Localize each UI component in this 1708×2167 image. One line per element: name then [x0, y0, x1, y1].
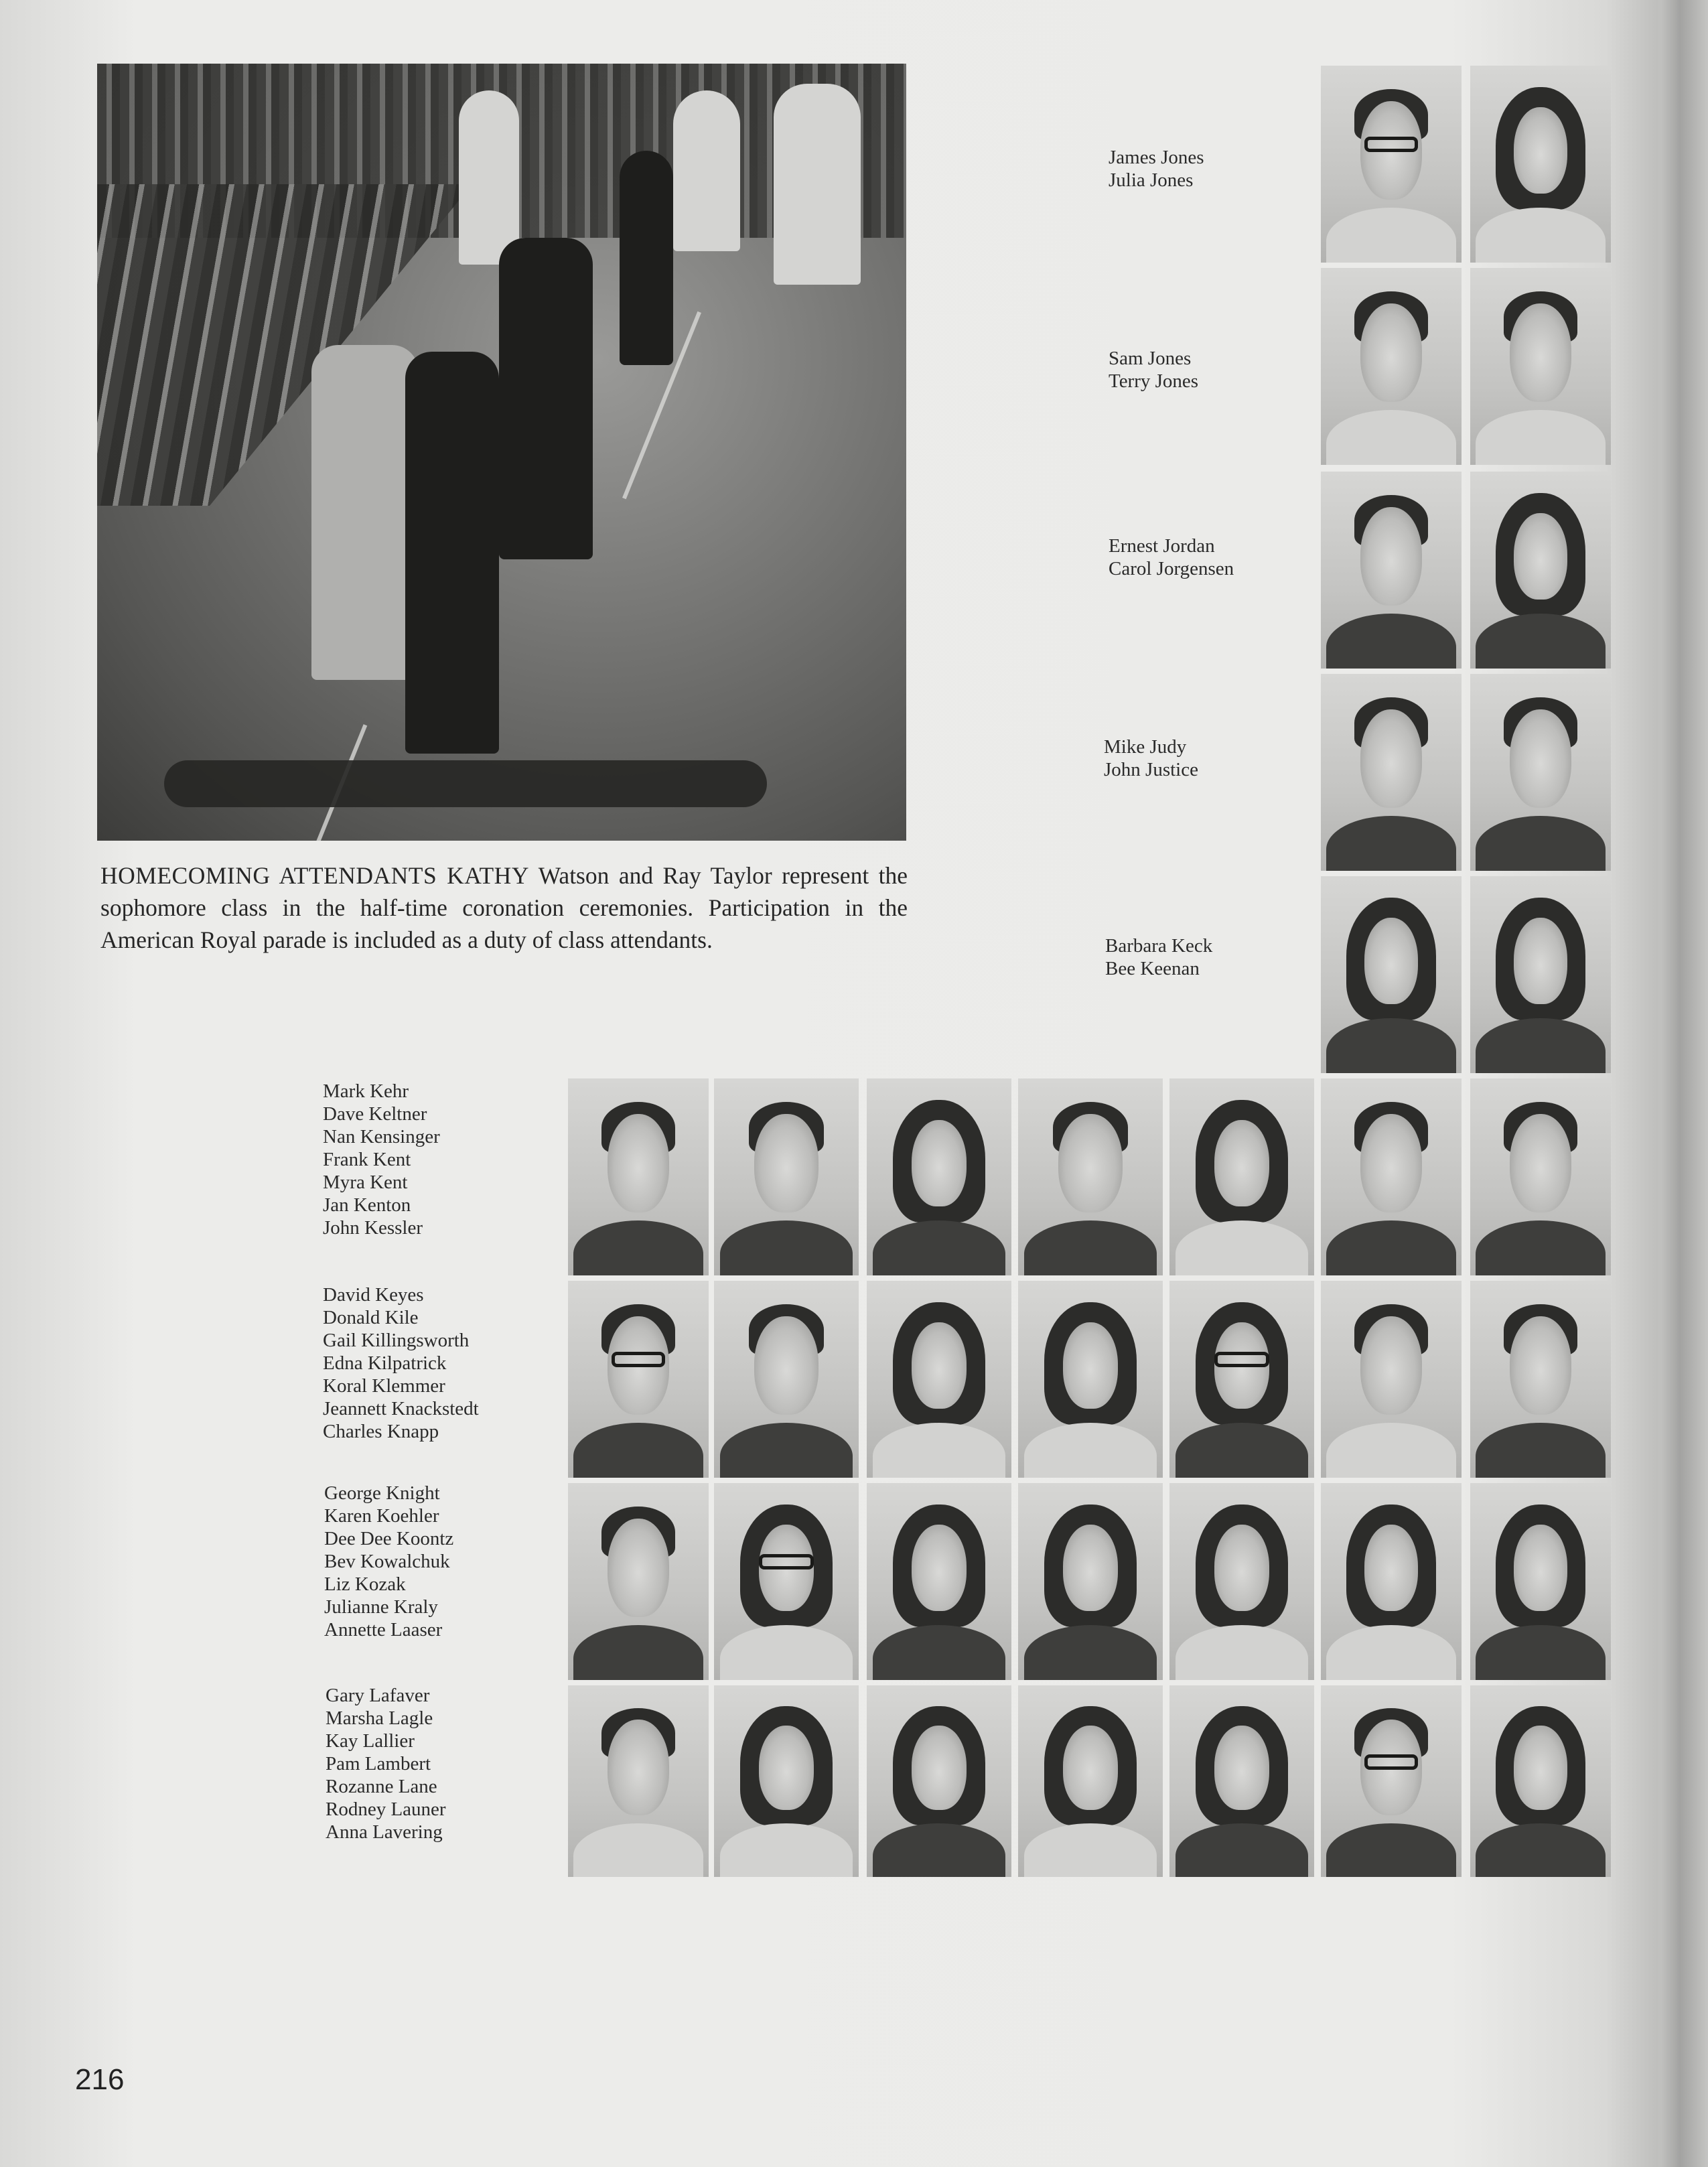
name-block — [1109, 146, 1204, 192]
portrait — [1321, 1281, 1462, 1478]
name-block — [1109, 347, 1198, 393]
portrait — [1470, 674, 1611, 871]
photo-figure — [774, 84, 861, 285]
portrait — [1321, 1685, 1462, 1877]
student-name: Bev Kowalchuk — [324, 1551, 450, 1572]
portrait — [714, 1685, 859, 1877]
student-name: Gary Lafaver — [326, 1685, 430, 1706]
name-block — [324, 1482, 453, 1641]
student-name: Nan Kensinger — [323, 1126, 440, 1147]
portrait — [1321, 876, 1462, 1073]
student-name: Barbara Keck — [1105, 935, 1213, 957]
photo-figure — [405, 352, 499, 754]
portrait — [714, 1483, 859, 1680]
portrait — [867, 1483, 1011, 1680]
student-name: Kay Lallier — [326, 1730, 415, 1752]
portrait — [1169, 1281, 1314, 1478]
photo-figure — [620, 151, 673, 365]
student-name: Anna Lavering — [326, 1821, 443, 1843]
student-name: Sam Jones — [1109, 348, 1192, 369]
portrait — [1018, 1685, 1163, 1877]
student-name: Gail Killingsworth — [323, 1330, 470, 1351]
portrait — [867, 1078, 1011, 1275]
portrait — [568, 1483, 709, 1680]
portrait — [1169, 1685, 1314, 1877]
name-block — [1105, 934, 1212, 980]
name-block — [1109, 535, 1234, 580]
student-name: Annette Laaser — [324, 1619, 443, 1640]
name-block — [326, 1684, 446, 1843]
portrait — [1470, 876, 1611, 1073]
student-name: Marsha Lagle — [326, 1707, 433, 1729]
student-name: Rozanne Lane — [326, 1776, 437, 1797]
student-name: Julianne Kraly — [324, 1596, 438, 1618]
student-name: David Keyes — [323, 1284, 424, 1306]
portrait — [714, 1078, 859, 1275]
student-name: James Jones — [1109, 147, 1204, 168]
portrait — [1321, 472, 1462, 669]
portrait — [1169, 1483, 1314, 1680]
photo-figure — [311, 345, 419, 680]
name-block — [323, 1080, 440, 1239]
student-name: Dave Keltner — [323, 1103, 427, 1125]
portrait — [1321, 268, 1462, 465]
photo-figure — [459, 90, 519, 265]
portrait — [1018, 1078, 1163, 1275]
student-name: Karen Koehler — [324, 1505, 439, 1527]
portrait — [867, 1281, 1011, 1478]
portrait — [1470, 1078, 1611, 1275]
student-name: Charles Knapp — [323, 1421, 439, 1442]
student-name: Mark Kehr — [323, 1080, 409, 1102]
student-name: Terry Jones — [1109, 370, 1199, 392]
student-name: Julia Jones — [1109, 169, 1194, 191]
student-name: Edna Kilpatrick — [323, 1352, 447, 1374]
portrait — [568, 1078, 709, 1275]
student-name: Rodney Launer — [326, 1799, 446, 1820]
student-name: Dee Dee Koontz — [324, 1528, 454, 1549]
portrait — [1470, 1685, 1611, 1877]
portrait — [1321, 1078, 1462, 1275]
student-name: Carol Jorgensen — [1109, 558, 1234, 579]
name-block — [1104, 736, 1198, 781]
photo-figure — [499, 238, 593, 559]
name-block — [323, 1283, 479, 1443]
student-name: Liz Kozak — [324, 1574, 406, 1595]
student-name: Bee Keenan — [1105, 958, 1200, 979]
portrait — [1169, 1078, 1314, 1275]
portrait — [1470, 268, 1611, 465]
portrait — [568, 1685, 709, 1877]
portrait — [867, 1685, 1011, 1877]
student-name: Ernest Jordan — [1109, 535, 1215, 557]
homecoming-photo — [97, 64, 906, 841]
student-name: Myra Kent — [323, 1172, 408, 1193]
portrait — [1470, 66, 1611, 263]
student-name: Donald Kile — [323, 1307, 419, 1328]
student-name: Jan Kenton — [323, 1194, 411, 1216]
caption-lead: HOMECOMING ATTENDANTS KATHY — [100, 862, 529, 889]
caption-text: Watson and Ray Taylor represent the sophomore class in the half-time coronation ceremonies. Participation in the American Royal parade is included as a duty of class attendants. — [100, 862, 908, 953]
portrait — [568, 1281, 709, 1478]
photo-shadow — [164, 760, 767, 807]
page-number: 216 — [75, 2063, 125, 2096]
student-name: John Justice — [1104, 759, 1198, 780]
student-name: George Knight — [324, 1482, 440, 1504]
student-name: Mike Judy — [1104, 736, 1187, 758]
student-name: Frank Kent — [323, 1149, 411, 1170]
portrait — [1321, 1483, 1462, 1680]
photo-figure — [673, 90, 740, 251]
portrait — [1470, 1483, 1611, 1680]
student-name: Pam Lambert — [326, 1753, 431, 1774]
portrait — [1018, 1281, 1163, 1478]
portrait — [1321, 674, 1462, 871]
student-name: Jeannett Knackstedt — [323, 1398, 479, 1419]
portrait — [1470, 472, 1611, 669]
book-spine-shadow — [1661, 0, 1708, 2167]
photo-caption — [100, 859, 908, 956]
portrait — [1018, 1483, 1163, 1680]
portrait — [714, 1281, 859, 1478]
student-name: John Kessler — [323, 1217, 423, 1239]
portrait — [1321, 66, 1462, 263]
student-name: Koral Klemmer — [323, 1375, 445, 1397]
portrait — [1470, 1281, 1611, 1478]
